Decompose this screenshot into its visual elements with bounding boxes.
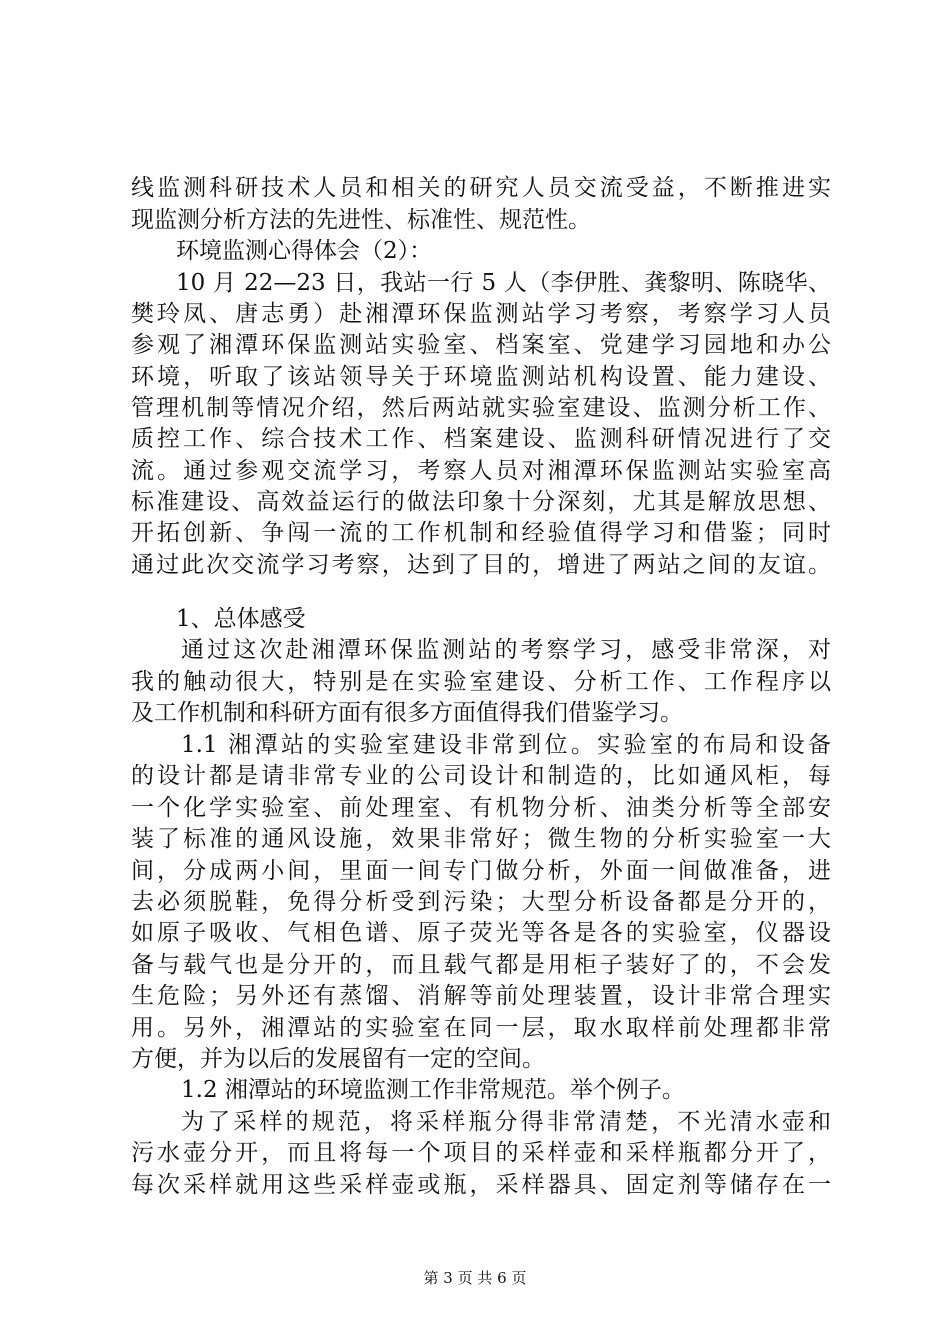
text-line: 质控工作、综合技术工作、档案建设、监测科研情况进行了交 xyxy=(131,426,831,452)
text-line: 的设计都是请非常专业的公司设计和制造的，比如通风柜，每 xyxy=(131,763,831,789)
text-line: 开拓创新、争闯一流的工作机制和经验值得学习和借鉴；同时 xyxy=(131,520,831,546)
text-line: 生危险；另外还有蒸馏、消解等前处理装置，设计非常合理实 xyxy=(131,983,831,1009)
text-line: 每次采样就用这些采样壶或瓶，采样器具、固定剂等储存在一 xyxy=(131,1172,831,1198)
text-line: 用。另外，湘潭站的实验室在同一层，取水取样前处理都非常 xyxy=(131,1015,831,1041)
text-line: 流。通过参观交流学习，考察人员对湘潭环保监测站实验室高 xyxy=(131,458,831,484)
text-line: 如原子吸收、气相色谱、原子荧光等各是各的实验室，仪器设 xyxy=(131,920,831,946)
text-line: 污水壶分开，而且将每一个项目的采样壶和采样瓶都分开了， xyxy=(131,1140,831,1166)
text-line: 我的触动很大，特别是在实验室建设、分析工作、工作程序以 xyxy=(131,669,831,695)
text-line: 10 月 22—23 日，我站一行 5 人（李伊胜、龚黎明、陈晓华、 xyxy=(176,270,831,296)
text-line: 现监测分析方法的先进性、标准性、规范性。 xyxy=(131,207,591,233)
text-line: 方便，并为以后的发展留有一定的空间。 xyxy=(131,1046,545,1072)
text-line: 去必须脱鞋，免得分析受到污染；大型分析设备都是分开的， xyxy=(131,889,831,915)
page-number-footer: 第 3 页 共 6 页 xyxy=(423,1269,527,1287)
text-line: 樊玲凤、唐志勇）赴湘潭环保监测站学习考察，考察学习人员 xyxy=(131,301,831,327)
text-line: 环境，听取了该站领导关于环境监测站机构设置、能力建设、 xyxy=(131,364,831,390)
text-line: 1.2 湘潭站的环境监测工作非常规范。举个例子。 xyxy=(181,1077,685,1103)
text-line: 备与载气也是分开的，而且载气都是用柜子装好了的，不会发 xyxy=(131,952,831,978)
text-line: 装了标准的通风设施，效果非常好；微生物的分析实验室一大 xyxy=(131,826,831,852)
text-line: 标准建设、高效益运行的做法印象十分深刻，尤其是解放思想、 xyxy=(131,489,831,515)
text-line: 为了采样的规范，将采样瓶分得非常清楚，不光清水壶和 xyxy=(181,1109,831,1135)
text-line: 通过此次交流学习考察，达到了目的，增进了两站之间的友谊。 xyxy=(131,552,831,578)
text-line: 间，分成两小间，里面一间专门做分析，外面一间做准备，进 xyxy=(131,858,831,884)
section-heading: 环境监测心得体会（2）： xyxy=(176,238,433,264)
text-line: 及工作机制和科研方面有很多方面值得我们借鉴学习。 xyxy=(131,700,683,726)
text-line: 一个化学实验室、前处理室、有机物分析、油类分析等全部安 xyxy=(131,795,831,821)
text-line: 通过这次赴湘潭环保监测站的考察学习，感受非常深，对 xyxy=(181,637,831,663)
text-line: 线监测科研技术人员和相关的研究人员交流受益，不断推进实 xyxy=(131,175,831,201)
text-line: 1.1 湘潭站的实验室建设非常到位。实验室的布局和设备 xyxy=(181,732,831,758)
section-heading: 1、总体感受 xyxy=(176,606,306,632)
text-line: 参观了湘潭环保监测站实验室、档案室、党建学习园地和办公 xyxy=(131,332,831,358)
text-line: 管理机制等情况介绍，然后两站就实验室建设、监测分析工作、 xyxy=(131,395,831,421)
